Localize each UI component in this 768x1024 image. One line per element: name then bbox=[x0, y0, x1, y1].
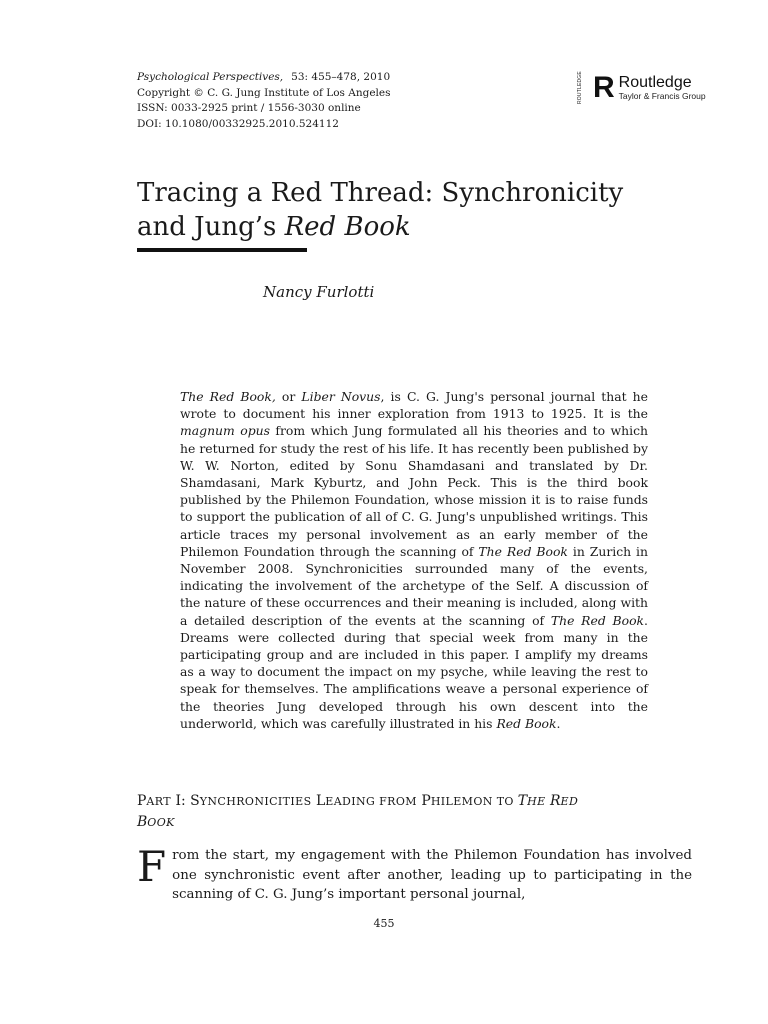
publisher-badge bbox=[572, 72, 588, 104]
title-rule bbox=[137, 248, 307, 252]
body-paragraph bbox=[137, 842, 692, 905]
heading-part: YNCHRONICITIES bbox=[199, 795, 312, 808]
heading-part: T bbox=[517, 793, 528, 809]
author-name: Nancy Furlotti bbox=[263, 283, 375, 301]
publisher-name: Routledge bbox=[618, 74, 692, 91]
heading-part: R bbox=[545, 793, 561, 809]
publisher-logo bbox=[572, 72, 706, 104]
heading-part: ART bbox=[146, 795, 171, 808]
routledge-r-icon: R bbox=[593, 71, 615, 104]
abstract-segment: from which Jung formulated all his theories and to which he returned for study the rest of his life. It has recently been published by W. W. Norton, edited by Sonu Shamdasani and translated by Dr. Shamdasani, Mark Kyburtz, and John Peck. This is the third book published by the Philemon Foundation, whose mission it is to raise funds to support the publication of all of C. G. Jung's unpublished writings. This article traces my personal involvement as an early member of the Philemon Foundation through the scanning of bbox=[180, 423, 648, 559]
heading-part: L bbox=[311, 793, 326, 809]
drop-cap: F bbox=[137, 842, 167, 891]
journal-name: Psychological Perspectives, bbox=[137, 71, 284, 83]
abstract-segment: The Red Book, bbox=[180, 389, 276, 404]
title-line-2-prefix: and Jung’s bbox=[137, 212, 285, 242]
title-line-2-italic: Red Book bbox=[284, 212, 411, 242]
heading-part: OOK bbox=[147, 816, 175, 829]
heading-part: P bbox=[137, 793, 147, 809]
heading-part: HILEMON bbox=[430, 795, 493, 808]
article-title bbox=[137, 176, 697, 244]
abstract-segment: , is C. G. Jung's personal journal that he wrote to document his inner exploration from 1913 to 1925. It is the bbox=[180, 389, 648, 422]
abstract-segment: The Red Book bbox=[550, 612, 645, 628]
heading-part: TO bbox=[492, 795, 518, 808]
publisher-group: Taylor & Francis Group bbox=[618, 91, 706, 101]
heading-part: HE bbox=[527, 795, 546, 808]
heading-part: FROM bbox=[375, 795, 417, 808]
body-text: rom the start, my engagement with the Philemon Foundation has involved one synchronistic event after another, leading up to participating in the scanning of C. G. Jung’s important personal journal, bbox=[172, 848, 692, 902]
heading-part: EADING bbox=[325, 795, 376, 808]
copyright-line: Copyright © C. G. Jung Institute of Los Angeles bbox=[137, 86, 391, 99]
heading-part: I: bbox=[171, 793, 191, 809]
abstract-segment: Red Book bbox=[496, 715, 557, 731]
journal-metadata bbox=[137, 70, 391, 132]
heading-part: P bbox=[416, 793, 431, 809]
issn-line: ISSN: 0033-2925 print / 1556-3030 online bbox=[137, 102, 361, 114]
title-line-1: Tracing a Red Thread: Synchronicity bbox=[137, 178, 624, 208]
abstract-segment: or bbox=[275, 389, 302, 404]
heading-part: S bbox=[190, 793, 200, 809]
abstract-segment: . Dreams were collected during that special week from many in the participating group and are included in this paper. I amplify my dreams as a way to document the impact on my psyche, while leaving the rest to speak for themselves. The amplifications weave a personal experience of the theories Jung developed through his own descent into the underworld, which was carefully illustrated in his bbox=[180, 612, 648, 731]
abstract-segment: Liber Novus bbox=[301, 389, 381, 404]
heading-part: B bbox=[137, 814, 148, 830]
publisher-vertical-text: ROUTLEDGE bbox=[577, 71, 583, 104]
journal-citation bbox=[137, 70, 391, 86]
abstract-segment: magnum opus bbox=[180, 423, 270, 439]
page-number: 455 bbox=[373, 917, 395, 930]
abstract-segment: . bbox=[556, 715, 561, 731]
abstract-segment: The Red Book bbox=[478, 543, 568, 559]
doi-line: DOI: 10.1080/00332925.2010.524112 bbox=[137, 117, 339, 130]
abstract bbox=[180, 388, 648, 732]
heading-part: ED bbox=[560, 795, 579, 808]
volume-pages: 53: 455–478, 2010 bbox=[291, 71, 391, 83]
section-heading bbox=[137, 791, 692, 833]
abstract-segment: in Zurich in November 2008. Synchronicities surrounded many of the events, indicating the involvement of the archetype of the Self. A discussion of the nature of these occurrences and their meaning is included, along with a detailed description of the events at the scanning of bbox=[180, 543, 648, 628]
